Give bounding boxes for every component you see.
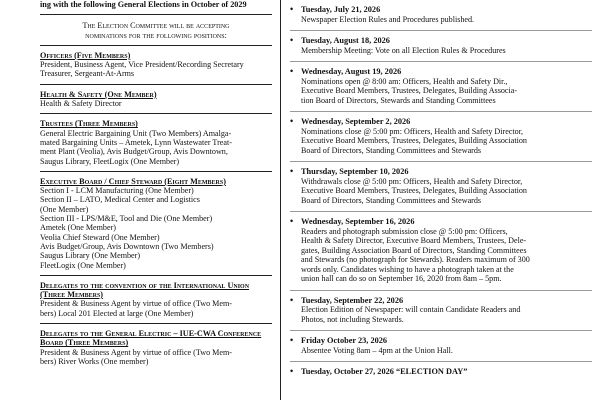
schedule-entry <box>290 67 592 112</box>
schedule-entry <box>290 336 592 362</box>
divider <box>40 84 272 85</box>
entry-line: Withdrawals close @ 5:00 pm: Officers, Health and Safety Director, <box>301 176 523 186</box>
entry-line: Nominations close @ 5:00 pm: Officers, Health and Safety Director, <box>301 126 524 136</box>
bullet-icon: • <box>290 166 294 176</box>
notice-line: The Election Committee will be accepting <box>82 21 230 31</box>
left-column <box>40 0 272 400</box>
divider <box>40 14 272 15</box>
section-line: President & Business Agent by virtue of office (Two Mem- <box>40 347 232 357</box>
entry-line: Newspaper Election Rules and Procedures published. <box>301 14 475 24</box>
section-line: President & Business Agent by virtue of office (Two Mem- <box>40 299 232 309</box>
bullet-icon: • <box>290 116 294 126</box>
section-line: Veolia Chief Steward (One Member) <box>40 232 160 242</box>
bullet-icon: • <box>290 216 294 226</box>
section-title: Trustees (Three Members) <box>40 119 138 129</box>
section-title: Executive Board / Chief Steward (Eight Members) <box>40 176 226 186</box>
entry-line: union hall can do so on September 16, 2020 from 8am – 5pm. <box>301 274 502 283</box>
entry-line: Executive Board Members, Trustees, Delegates, Building Association <box>301 186 527 195</box>
entry-line: Executive Board Members, Trustees, Delegates, Building Associa- <box>301 86 518 95</box>
section-line: Treasurer, Sergeant-At-Arms <box>40 69 135 79</box>
schedule-entry <box>290 36 592 62</box>
entry-line: Nominations open @ 8:00 am: Officers, Health and Safety Dir., <box>301 76 508 86</box>
entry-date: Tuesday, August 18, 2026 <box>301 36 390 45</box>
entry-date: Wednesday, September 16, 2026 <box>301 217 415 226</box>
section-officers <box>40 51 272 79</box>
entry-date: Tuesday, July 21, 2026 <box>301 5 381 14</box>
entry-line: Board of Directors, Standing Committees and Stewards <box>301 195 482 205</box>
entry-line: gates, Building Association Board of Directors, Standing Committees <box>301 245 527 255</box>
section-line: ment Plant (Veolia), Avis Budget/Group, Avis Downtown, <box>40 147 228 157</box>
column-divider <box>280 0 281 400</box>
divider <box>40 45 272 46</box>
section-line: FleetLogix (One Member) <box>40 260 126 270</box>
entry-line: Membership Meeting: Vote on all Election Rules & Procedures <box>301 45 506 55</box>
section-title: Delegates to the convention of the International Union (Three Members) <box>40 280 250 300</box>
entry-date: Tuesday, September 22, 2026 <box>301 295 404 305</box>
entry-line: Executive Board Members, Trustees, Delegates, Building Association <box>301 136 527 145</box>
bullet-icon: • <box>290 4 294 14</box>
entry-date: Thursday, September 10, 2026 <box>301 167 409 176</box>
entry-line: Board of Directors, Standing Committees and Stewards <box>301 145 482 155</box>
entry-line: Absentee Voting 8am – 4pm at the Union Hall. <box>301 345 453 355</box>
section-health-safety <box>40 90 272 109</box>
divider <box>40 323 272 324</box>
bullet-icon: • <box>290 294 294 305</box>
schedule-entry <box>290 296 592 332</box>
entry-date: Tuesday, October 27, 2026 “ELECTION DAY” <box>301 367 468 376</box>
entry-line: Readers and photograph submission close @ 5:00 pm: Officers, <box>301 226 508 236</box>
entry-date: Wednesday, September 2, 2026 <box>301 117 411 126</box>
section-executive-board <box>40 177 272 270</box>
section-line: Health & Safety Director <box>40 99 122 109</box>
section-line: mated Bargaining Units – Ametek, Lynn Wastewater Treat- <box>40 137 232 147</box>
bullet-icon: • <box>290 66 294 76</box>
divider <box>40 171 272 172</box>
section-line: General Electric Bargaining Unit (Two Members) Amalga- <box>40 128 232 138</box>
section-line: Saugus Library (One Member) <box>40 251 141 261</box>
entry-date: Wednesday, August 19, 2026 <box>301 67 402 76</box>
section-line: Section II – LATO, Medical Center and Logistics <box>40 195 200 205</box>
schedule-entry <box>290 367 592 383</box>
section-line: Ametek (One Member) <box>40 223 116 233</box>
schedule-entry <box>290 217 592 291</box>
entry-line: words only. Candidates wishing to have a photograph taken at the <box>301 264 514 274</box>
entry-line: Photos, not including Stewards. <box>301 314 404 324</box>
section-line: bers) River Works (One member) <box>40 356 149 366</box>
divider <box>40 113 272 114</box>
section-line: bers) Local 201 Elected at large (One Member) <box>40 308 194 318</box>
section-line: Section III - LPS/M&E, Tool and Die (One Member) <box>40 214 213 224</box>
bullet-icon: • <box>290 366 294 376</box>
section-line: Saugus Library, FleetLogix (One Member) <box>40 156 180 166</box>
section-conference-board-delegates <box>40 329 272 366</box>
section-line: Avis Budget/Group, Avis Downtown (Two Members) <box>40 241 214 251</box>
divider <box>40 275 272 276</box>
notice-line: nominations for the following positions: <box>85 30 227 40</box>
entry-line: and Stewards (no photograph for Stewards). Readers maximum of 300 <box>301 255 530 264</box>
section-line: (One Member) <box>40 204 89 214</box>
intro-text: ing with the following General Elections in October of 2029 <box>40 0 247 9</box>
entry-line: Health & Safety Director, Executive Board Members, Trustees, Dele- <box>301 236 527 245</box>
election-committee-notice <box>40 21 272 40</box>
entry-line: Election Edition of Newspaper: will contain Candidate Readers and <box>301 305 521 314</box>
schedule-entry <box>290 5 592 31</box>
section-international-delegates <box>40 281 272 318</box>
section-line: Section I - LCM Manufacturing (One Member) <box>40 186 194 196</box>
section-title: Officers (Five Members) <box>40 50 131 60</box>
section-title: Delegates to the General Electric – IUE-CWA Conference Board (Three Members) <box>40 329 262 348</box>
entry-date: Friday October 23, 2026 <box>301 336 388 345</box>
section-trustees <box>40 119 272 165</box>
section-line: President, Business Agent, Vice President/Recording Secretary <box>40 60 244 70</box>
bullet-icon: • <box>290 335 294 345</box>
schedule-entry <box>290 117 592 162</box>
entry-line: tion Board of Directors, Stewards and Standing Committees <box>301 95 496 105</box>
schedule-entry <box>290 167 592 212</box>
election-schedule <box>290 5 592 388</box>
bullet-icon: • <box>290 35 294 45</box>
section-title: Health & Safety (One Member) <box>40 89 157 99</box>
